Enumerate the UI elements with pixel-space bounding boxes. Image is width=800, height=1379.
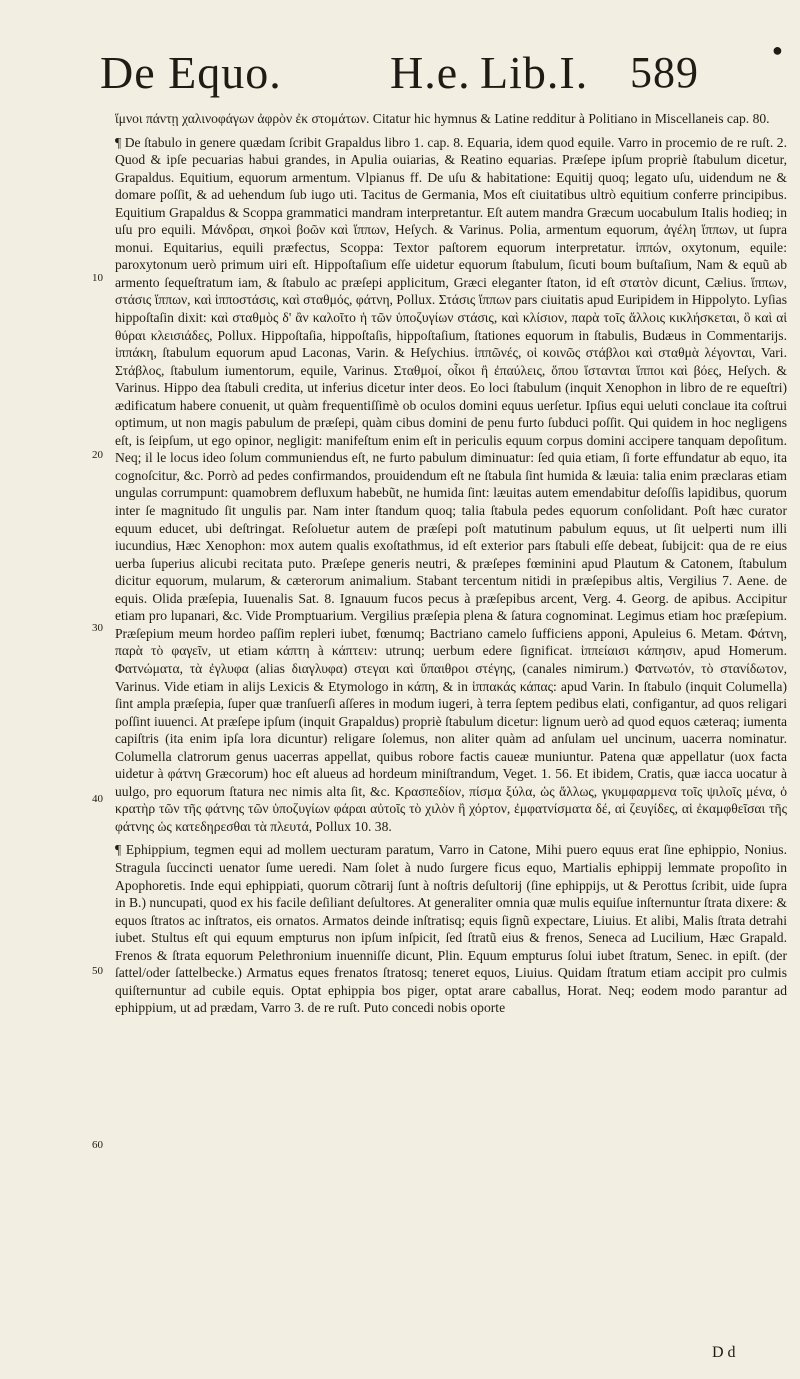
margin-line-number: 50 <box>92 965 103 977</box>
page-number: 589 <box>630 48 699 97</box>
body-text <box>115 110 787 1017</box>
margin-line-number: 10 <box>92 272 103 284</box>
paragraph-hymn: ἵμνοι πάντῃ χαλινοφάγων ἀφρὸν ἐκ στομάτων. Citatur hic hymnus & Latine redditur à Politiano in Miscellaneis cap. 80. <box>115 111 770 126</box>
signature-mark: D d <box>712 1344 736 1361</box>
header-title: De Equo. <box>100 47 282 98</box>
margin-line-number: 30 <box>92 622 103 634</box>
paragraph-ephippium: ¶ Ephippium, tegmen equi ad mollem uecturam paratum, Varro in Catone, Mihi puero equus erat ſine ephippio, Nonius. Stragula ſuccincti uenator ſume ueredi. Nam ſolet à nudo ſurgere ficus equo, Martialis ephippij lemmate propoſito in Apophoretis. Inde equi ephippiati, quorum cõtrarij ſunt à noſtris deſultorij (ſine ephippijs, ut & Perottus ſcribit, uide ſupra in B.) nuncupati, quod ex his facile deſiliant deſultores. At generaliter omnia quæ mulis equiſue inſternuntur ſtrata dixere: & equos ſtratos ac inſtratos, eis ornatos. Armatos deinde inſtratisq; equis ſignũ expectare, Liuius. Et alibi, Malis ſtrata detrahi iubet. Stultus eſt qui equum empturus non ipſum inſpicit, ſed ſtratũ eius & frenos, Seneca ad Lucilium, Hæc Grapald. Frenos & ſtrata equorum Pelethronium inuenniſſe dicunt, Plin. Equum empturus ſolui iubet ſtratum, Senec. in epiſt. (der ſattel/oder ſattelbecke.) Armatus eques frenatos ſtratosq; teneret equos, Liuius. Quidam ſtratum etiam accipit pro culmis quiſternuntur ad cubile equis. Optat ephippia bos piger, optat arare caballus, Horat. Neq; eodem modo parantur ad ephippium, ut ad prædam, Varro 3. de re ruſt. Puto concedi nobis oporte <box>115 842 787 1016</box>
margin-line-number: 40 <box>92 793 103 805</box>
header-abbreviation: H.e. <box>390 47 471 98</box>
margin-dot-ornament: ● <box>772 40 783 60</box>
paragraph-stabulum: ¶ De ſtabulo in genere quædam ſcribit Grapaldus libro 1. cap. 8. Equaria, idem quod equile. Varro in procemio de re ruſt. 2. Quod & ipſe pecuarias habui grandes, in Apulia ouiarias, & Reatino equarias. Præſepe ipſum propriè ſtabulum dicetur, Grapaldus. Equitium, equorum armentum. Vlpianus ff. De uſu & habitatione: Equitij quoq; legato uſu, uidendum ne & domare poſſit, & ad uehendum ſub iugo uti. Tacitus de Germania, Mos eſt ciuitatibus ultrò equitium conferre principibus. Equitium Grapaldus & Scoppa grammatici mandram interpretantur. Eſt autem mandra Græcum uocabulum Italis hodieq; in uſu pro equili. Μάνδραι, σηκοὶ βοῶν καὶ ἵππων, Heſych. & Varinus. Polia, armentum equorum, ἀγέλη ἵππων, ut ſupra monui. Equitarius, equili præfectus, Scoppa: Textor paſtorem equorum interpretatur. ἱππών, oxytonum, equile: paroxytonum uerò primum uiri eſt. Hippoſtaſium eſſe uidetur equorum ſtabulum, ſicuti boum buſtaſium, Nam & equũ ab armento ſequeſtratum iam, & ſtabulo ac præſepi applicitum, Græci eleganter ſtaton, id eſt στατὸν dicunt, Cælius. ἵππων, στάσις ἵππων, καὶ ἱπποστάσις, καὶ σταθμός, φάτνη, Pollux. Στάσις ἵππων pars ciuitatis apud Euripidem in Hippolyto. Lyſias hippoſtaſin dixit: καὶ σταθμὸς δ' ἂν καλοῖτο ἡ τῶν ὑποζυγίων στάσις, καὶ κλίσιον, παρὰ τοῖς ἄλλοις κικλήσκεται, ὃ καὶ αἱ θύραι κλεισιάδες, Pollux. Hippoſtaſia, hippoſtaſis, hippoſtaſium, ſtationes equorum in ſtabulis, Budæus in Commentarijs. ἱππάκη, ſtabulum equorum apud Laconas, Varin. & Heſychius. ἱππῶνές, οἱ κοινῶς στάβλοι καὶ σταθμὰ λέγονται, Vari. Στάβλος, ſtabulum iumentorum, equile, Varinus. Σταθμοί, οἶκοι ἢ ἐπαύλεις, ὅπου ἵστανται ἵπποι καὶ βόες, Heſych. & Varinus. Hippo dea ſtabuli credita, ut inferius dicetur inter deos. Eo loci ſtabulum (inquit Xenophon in libro de re equeſtri) ædificatum habere conuenit, ut quàm frequentiſſimè ob oculos domini equus uerſetur. Ipſius equi ueluti conclaue ita coſtrui optimum, ut non magis pabulum de præſepi, quàm cibus domini de penu furto ſubduci poſſit. Qui quidem in hoc negligens eſt, is ſeipſum, ut ego opinor, negligit: manifeſtum enim eſt in periculis equum corpus domini accipere tanquam depoſitum. Neq; il le locus ideo ſolum communiendus eſt, ne furto pabulum diminuatur: ſed quia etiam, ſi forte effundatur ab equo, ita cognoſcitur, &c. Porrò ad pedes confirmandos, prouidendum eſt ne ſtabula ſint humida & læuia: talia enim præclaras etiam ungulas corrumpunt: quamobrem defluxum habebũt, ne humida ſint: læuitas autem emendabitur deſoſſis lapidibus, quorum inter ſe magnitudo ſit ungulis par. Nam inter ſtandum quoq; talia ſtabula pedes equorum conſolidant. Poſt hæc curator equum educet, ubi deſtringat. Reſoluetur autem de præſepi poſt matutinum pabulum equus, ut ſit uelperti num illi iucundius, Hæc Xenophon: mox autem qualis exoſtathmus, id eſt exterior pars ſtabuli eſſe debeat, ſubijcit: qua de re eius uerba ſuperius alicubi recitata puto. Præſepe generis neutri, & præſepes fœminini apud Plautum & Catonem, ſtabulum dicitur equorum, mularum, & cæterorum animalium. Stabant tercentum nitidi in præſepibus altis, Vergilius 7. Aene. de equis. Olida præſepia, Iuuenalis Sat. 8. Ignauum fucos pecus à præſepibus arcent, Verg. 4. Georg. de apibus. Accipitur etiam pro lupanari, &c. Vide Promptuarium. Vergilius præſepia plena & ſatura cognominat. Legimus etiam hoc præſepium. Præſepium meum hordeo paſſim repleri iubet, fœnumq; Bactriano camelo ſufficiens apponi, Apuleius 6. Metam. Φάτνη, παρὰ τὸ φαγεῖν, ut etiam κάπτη à κάπτειν: utrunq; uerbum edere ſignificat. ἱππείαισι κάπησιν, apud Homerum. Φατνώματα, τὰ ἐγλυφα (alias διαγλυφα) στεγαι καὶ ὕπαιθροι στέγης, (canales nimirum.) Φατνωτόν, τὸ στανίδωτον, Varinus. Vide etiam in alijs Lexicis & Etymologo in κάπη, & in ἱππακάς κάπας: apud Varin. In ſtabulo (inquit Columella) ſint ampla præſepia, ſuper quæ tranſuerſi aſſeres in modum iugeri, à terra ſeptem pedibus elati, configantur, ad quos religari poſſint iuuenci. At præſepe ipſum (inquit Grapaldus) propriè ſtabulum dicetur: lignum uerò ad quod equos cæteraq; iumenta capiſtris (ita enim ipſa lora dicuntur) religare ſolemus, non aliter quàm ad anſulam uel uncinum, uacerra nominatur. Columella clatrorum genus uacerras appellat, quibus robore factis caueæ muniuntur. Patena quæ appellatur (uox facta uidetur à φάτνη Græcorum) hoc eſt alueus ad hordeum miniſtrandum, Veget. 1. 56. Et ibidem, Cratis, quæ iacca uocatur à uulgo, pro equorum ſtatura nec nimis alta ſit, &c. Κρασπεδίον, πίσμα ξύλα, ὡς ἄλλως, γκυμφαρμενα τοῖς ψιλοῖς μένα, ὁ κρατὴρ τῶν τῆς φάτνης τῶν ὑποζυγίων φάραι αὐτοῖς τὸ χιλὸν ἢ χόρτον, ἐμφατνίσματα δέ, αἱ ζευγίδες, αἱ ἐκαμφθεῖσαι τῆς φάτνης ὡς κατεδηρεσθαι τὰ πλευτά, Pollux 10. 38. <box>115 134 787 834</box>
running-header <box>100 38 700 108</box>
margin-line-number: 60 <box>92 1139 103 1151</box>
header-book: Lib.I. <box>480 47 589 98</box>
margin-line-number: 20 <box>92 449 103 461</box>
